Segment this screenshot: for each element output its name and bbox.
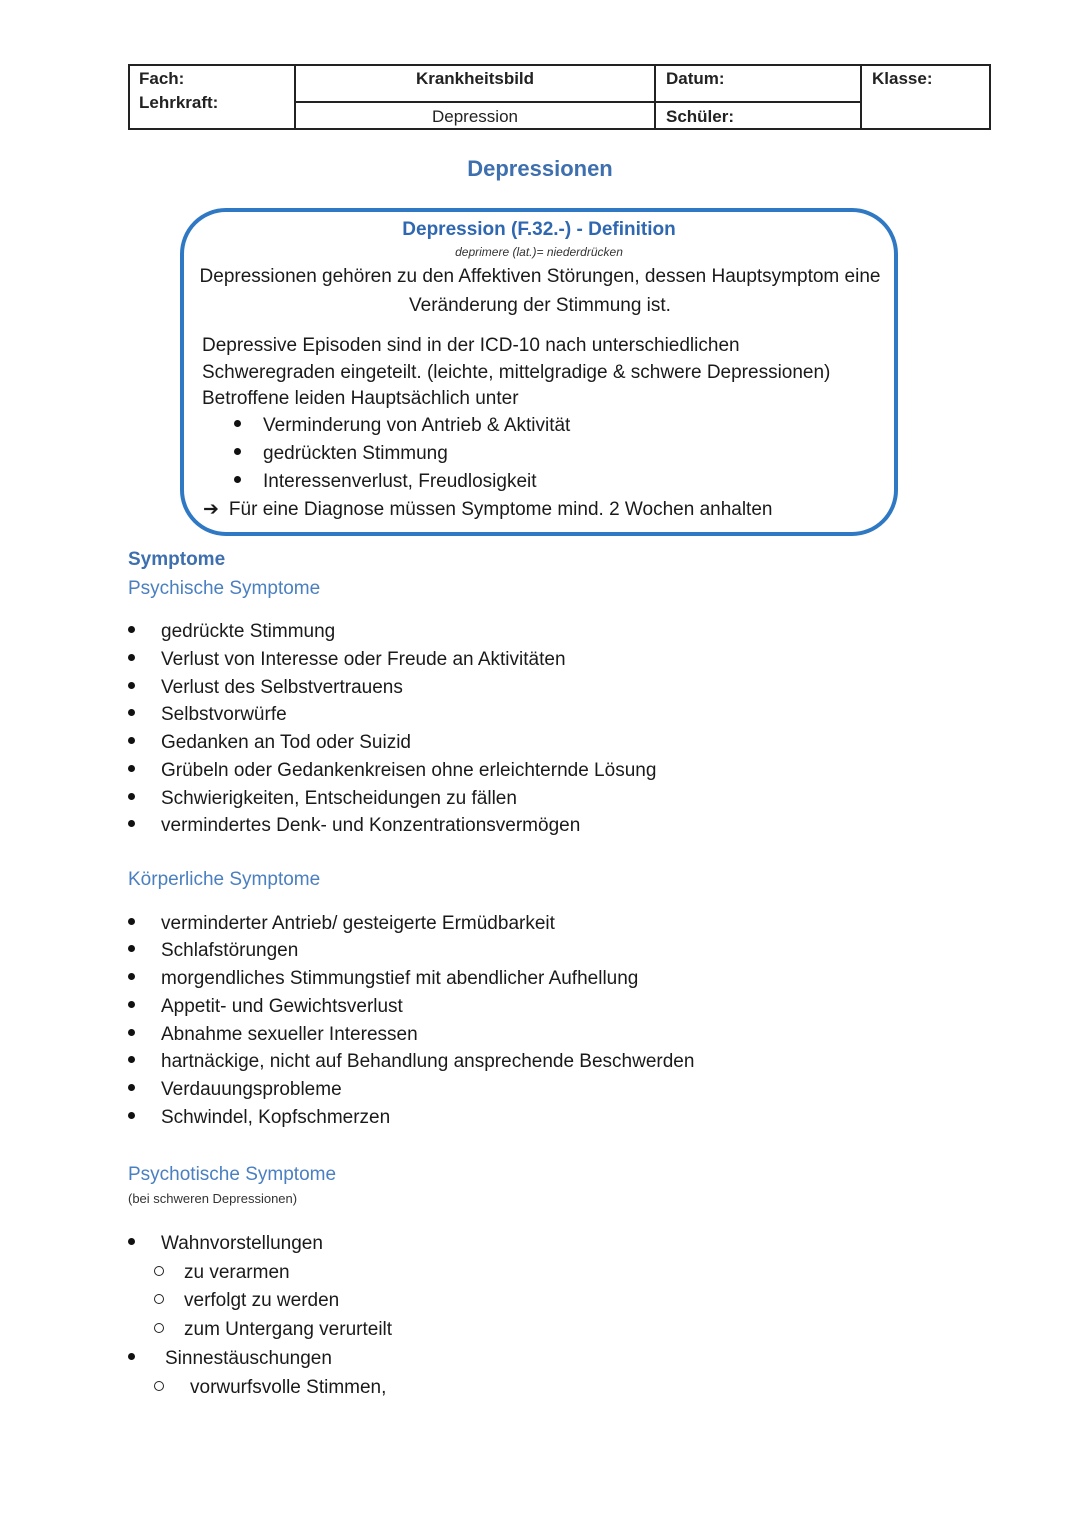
list-item: Schwindel, Kopfschmerzen (128, 1107, 390, 1129)
list-item: Selbstvorwürfe (128, 704, 287, 726)
psychic-heading: Psychische Symptome (128, 578, 321, 599)
schueler-label: Schüler: (666, 107, 735, 126)
psychotic-note: (bei schweren Depressionen) (128, 1191, 298, 1206)
definition-bullet: Interessenverlust, Freudlosigkeit (234, 471, 537, 493)
fach-label: Fach: (139, 69, 185, 88)
bullet-icon (128, 918, 135, 925)
bullet-icon (128, 1056, 135, 1063)
list-item: verminderter Antrieb/ gesteigerte Ermüdbarkeit (128, 913, 555, 935)
list-item: Gedanken an Tod oder Suizid (128, 732, 411, 754)
bullet-icon (128, 1029, 135, 1036)
arrow-icon: ➔ (203, 499, 219, 520)
list-item: Appetit- und Gewichtsverlust (128, 996, 403, 1018)
psychotic-heading: Psychotische Symptome (128, 1164, 337, 1185)
list-item: Grübeln oder Gedankenkreisen ohne erleichternde Lösung (128, 760, 656, 782)
definition-line: Betroffene leiden Hauptsächlich unter (202, 388, 519, 409)
circle-bullet-icon (154, 1266, 164, 1276)
list-item: Verlust des Selbstvertrauens (128, 677, 403, 699)
bullet-icon (128, 1112, 135, 1119)
klasse-label: Klasse: (872, 69, 933, 88)
datum-label: Datum: (666, 69, 725, 88)
circle-bullet-icon (154, 1381, 164, 1391)
header-divider-3 (860, 64, 862, 130)
definition-bullet: Verminderung von Antrieb & Aktivität (234, 415, 570, 437)
bullet-icon (128, 1353, 135, 1360)
definition-line: Depressive Episoden sind in der ICD-10 nach unterschiedlichen (202, 335, 740, 356)
list-item: Sinnestäuschungen (128, 1348, 332, 1370)
bullet-icon (128, 1084, 135, 1091)
topic-value: Depression (432, 107, 518, 126)
header-divider-2 (654, 64, 656, 130)
bullet-icon (234, 476, 241, 483)
list-item: Abnahme sexueller Interessen (128, 1024, 418, 1046)
bullet-icon (128, 626, 135, 633)
bullet-icon (128, 973, 135, 980)
circle-bullet-icon (154, 1323, 164, 1333)
bullet-icon (128, 1001, 135, 1008)
definition-conclusion: ➔ Für eine Diagnose müssen Symptome mind. 2 Wochen anhalten (203, 499, 773, 520)
list-item: vermindertes Denk- und Konzentrationsvermögen (128, 815, 580, 837)
bullet-icon (234, 420, 241, 427)
definition-bullet: gedrückten Stimmung (234, 443, 448, 465)
list-item: Verlust von Interesse oder Freude an Aktivitäten (128, 649, 566, 671)
definition-intro: Depressionen gehören zu den Affektiven Störungen, dessen Hauptsymptom eine Veränderung der Stimmung ist. (199, 266, 881, 316)
definition-heading: Depression (F.32.-) - Definition (402, 219, 676, 240)
list-item: morgendliches Stimmungstief mit abendlicher Aufhellung (128, 968, 638, 990)
bullet-icon (128, 654, 135, 661)
list-item: Schwierigkeiten, Entscheidungen zu fällen (128, 788, 517, 810)
bullet-icon (128, 820, 135, 827)
header-row-divider (294, 101, 862, 103)
list-item: gedrückte Stimmung (128, 621, 335, 643)
circle-bullet-icon (154, 1294, 164, 1304)
sub-list-item: verfolgt zu werden (154, 1290, 339, 1312)
bullet-icon (128, 737, 135, 744)
list-item: Verdauungsprobleme (128, 1079, 342, 1101)
list-item: Schlafstörungen (128, 940, 298, 962)
list-item: hartnäckige, nicht auf Behandlung ansprechende Beschwerden (128, 1051, 694, 1073)
bullet-icon (128, 682, 135, 689)
bullet-icon (128, 793, 135, 800)
sub-list-item: zum Untergang verurteilt (154, 1319, 392, 1341)
symptoms-heading: Symptome (128, 549, 226, 570)
sub-list-item: zu verarmen (154, 1262, 290, 1284)
bullet-icon (234, 448, 241, 455)
definition-line: Schweregraden eingeteilt. (leichte, mittelgradige & schwere Depressionen) (202, 362, 831, 383)
sub-list-item: vorwurfsvolle Stimmen, (154, 1377, 386, 1399)
list-item: Wahnvorstellungen (128, 1233, 323, 1255)
topic-label: Krankheitsbild (415, 69, 535, 88)
definition-subheading: deprimere (lat.)= niederdrücken (455, 245, 623, 259)
physical-heading: Körperliche Symptome (128, 869, 321, 890)
page-title: Depressionen (467, 156, 613, 181)
bullet-icon (128, 945, 135, 952)
bullet-icon (128, 765, 135, 772)
bullet-icon (128, 1238, 135, 1245)
lehrkraft-label: Lehrkraft: (139, 93, 219, 112)
bullet-icon (128, 709, 135, 716)
